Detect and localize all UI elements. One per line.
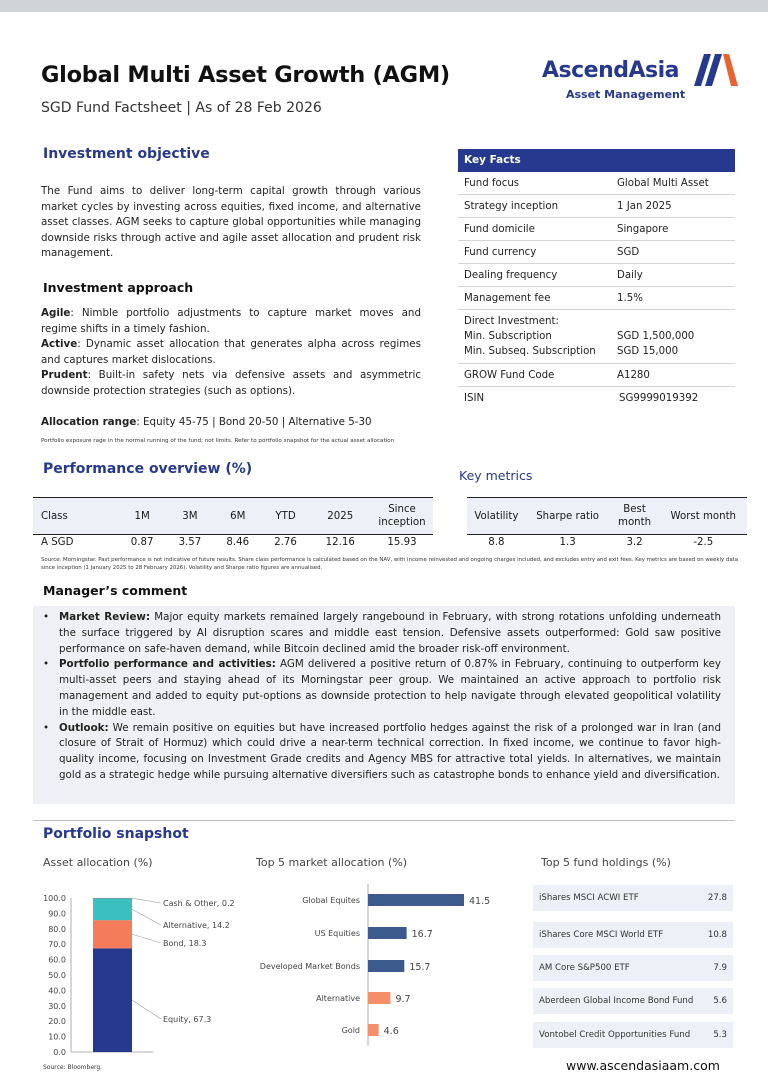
holding-row: Aberdeen Global Income Bond Fund 5.6 [533,988,733,1014]
key-facts-row-direct-investment: Direct Investment: Min. Subscription Min. Subseq. Subscription SGD 1,500,000 SGD 15,000 [458,310,735,364]
table-row: A SGD 0.87 3.57 8.46 2.76 12.16 15.93 [41,536,417,548]
category-label: Gold [341,1026,360,1035]
key-facts-row: Fund currency SGD [458,241,735,264]
y-tick-label: 10.0 [48,1032,66,1042]
data-label: 16.7 [411,929,433,940]
leader-line [132,1000,161,1019]
asset-allocation-chart [33,884,243,1062]
objective-heading: Investment objective [43,146,210,162]
column-header: Worst month [660,498,747,535]
y-tick-label: 60.0 [48,955,66,965]
column-header: 6M [214,498,262,535]
category-label: Alternative [316,994,360,1003]
y-tick-label: 20.0 [48,1017,66,1027]
key-facts-row: Fund domicile Singapore [458,218,735,241]
list-item: • Portfolio performance and activities: AGM delivered a positive return of 0.87% in February, continuing to outperform key multi-asset peers and staying ahead of its Morningstar peer group. We maintained an active approach to portfolio risk management and added to equity put-options as downside protection to help navigate through elevated geopolitical volatility in the middle east. [59,657,721,720]
snapshot-heading: Portfolio snapshot [43,826,189,842]
approach-item-agile: Agile: Nimble portfolio adjustments to capture market moves and regime shifts in a timely fashion. [41,307,421,335]
bar [368,894,464,906]
manager-heading: Manager’s comment [43,583,188,598]
top-bar [0,0,768,12]
column-header: Since inception [371,498,433,535]
y-tick-label: 30.0 [48,1001,66,1011]
list-item: • Outlook: We remain positive on equities but have increased portfolio hedges against the risk of a prolonged war in Iran (and closure of Strait of Hormuz) which could drive a near-term technical correction. In fixed income, we continue to favor high-quality income, focusing on Investment Grade credits and Agency MBS for attractive total yields. In alternatives, we maintain gold as a strategic hedge while pursuing alternative diversifiers such as catastrophe bonds to enhance yield and diversification. [59,721,721,784]
company-logo [540,52,740,108]
data-label: Bond, 18.3 [163,939,207,948]
objective-text: The Fund aims to deliver long-term capital growth through various market cycles by investing across equities, fixed income, and alternative asset classes. AGM seeks to capture global opportunities while managing downside risks through active and agile asset allocation and prudent risk management. [41,185,421,260]
data-label: 15.7 [409,962,431,973]
data-label: Alternative, 14.2 [163,921,230,930]
key-facts-row: Strategy inception 1 Jan 2025 [458,195,735,218]
leader-line [132,909,161,925]
footer-url[interactable]: www.ascendasiaam.com [566,1058,720,1073]
market-allocation-heading: Top 5 market allocation (%) [256,856,408,869]
data-label: 41.5 [469,896,491,907]
key-facts-row: Management fee 1.5% [458,287,735,310]
bar-segment-equity [93,948,132,1052]
y-tick-label: 50.0 [48,971,66,980]
key-facts-row: GROW Fund Code A1280 [458,364,735,387]
bar [368,960,404,972]
logo-name: AscendAsia [542,58,680,83]
table-row: 8.8 1.3 3.2 -2.5 [488,536,714,548]
y-tick-label: 70.0 [48,940,66,950]
page-title: Global Multi Asset Growth (AGM) [41,62,450,88]
performance-heading: Performance overview (%) [43,461,253,477]
key-facts-heading: Key Facts [458,149,735,172]
bar-segment-alternative [93,898,132,920]
category-label: US Equities [314,929,360,938]
holding-row: AM Core S&P500 ETF 7.9 [533,955,733,981]
bar-segment-cash-other [93,898,132,899]
category-label: Developed Market Bonds [259,962,360,971]
bar [368,927,407,939]
column-header: YTD [262,498,310,535]
y-tick-label: 0.0 [53,1048,66,1057]
bar [368,1024,379,1036]
allocation-range: Allocation range: Equity 45-75 | Bond 20-50 | Alternative 5-30 [41,416,372,428]
column-header: Best month [610,498,660,535]
asset-allocation-heading: Asset allocation (%) [43,856,153,869]
manager-comment-box [33,606,735,804]
data-label: 4.6 [383,1026,399,1037]
performance-source-note: Source: Morningstar. Past performance is not indicative of future results. Share class performance is calculated based on the NAV, with income reinvested and ongoing charges included, and excludes entry and exit fees. Key metrics are based on weekly data since inception (1 January 2025 to 28 February 2026). Volatility and Sharpe ratio figures are annualised. [41,557,739,571]
logo-mark-icon [694,52,738,88]
holdings-heading: Top 5 fund holdings (%) [541,856,671,869]
approach-heading: Investment approach [43,280,194,295]
column-header: Volatility [467,498,526,535]
list-item: • Market Review: Major equity markets remained largely rangebound in February, with strong rotations unfolding underneath the surface triggered by AI disruption scares and middle east tension. Defensive assets outperformed: Gold saw positive performance on safe-haven demand, while Bitcoin declined amid the broader risk-off environment. [59,610,721,657]
leader-line [132,898,161,903]
y-tick-label: 40.0 [48,986,66,996]
leader-line [132,934,161,943]
logo-subtitle: Asset Management [566,88,686,101]
holding-row: iShares MSCI ACWI ETF 27.8 [533,885,733,911]
column-header: 3M [166,498,214,535]
key-facts-row: ISIN SG9999019392 [464,393,699,404]
approach-item-active: Active: Dynamic asset allocation that generates alpha across regimes and captures market dislocations. [41,338,421,366]
column-header: Sharpe ratio [526,498,610,535]
data-label: 9.7 [395,994,411,1005]
approach-item-prudent: Prudent: Built-in safety nets via defensive assets and asymmetric downside protection strategies (such as options). [41,369,421,397]
key-facts-row: Fund focus Global Multi Asset [458,172,735,195]
performance-table [33,497,433,550]
bar [368,992,390,1004]
key-metrics-heading: Key metrics [459,468,533,483]
holding-row: Vontobel Credit Opportunities Fund 5.3 [533,1022,733,1048]
holding-row: iShares Core MSCI World ETF 10.8 [533,922,733,948]
data-label: Cash & Other, 0.2 [163,899,235,908]
y-tick-label: 100.0 [43,894,66,903]
column-header: 2025 [309,498,371,535]
data-label: Equity, 67.3 [163,1015,212,1024]
column-header: Class [33,498,118,535]
y-tick-label: 90.0 [48,909,66,919]
key-metrics-table [467,497,747,550]
market-allocation-chart [240,884,510,1049]
bar-segment-bond [93,920,132,948]
category-label: Global Equites [302,896,360,905]
key-facts-row: Dealing frequency Daily [458,264,735,287]
footer-source: Source: Bloomberg. [43,1064,103,1071]
y-tick-label: 80.0 [48,924,66,934]
section-divider [33,820,735,821]
approach-list [41,306,421,400]
allocation-note: Portfolio exposure rage in the normal running of the fund; not limits. Refer to portfolio snapshot for the actual asset allocation [41,438,395,444]
page-subtitle: SGD Fund Factsheet | As of 28 Feb 2026 [41,100,322,116]
column-header: 1M [118,498,166,535]
key-facts-table [458,149,735,410]
